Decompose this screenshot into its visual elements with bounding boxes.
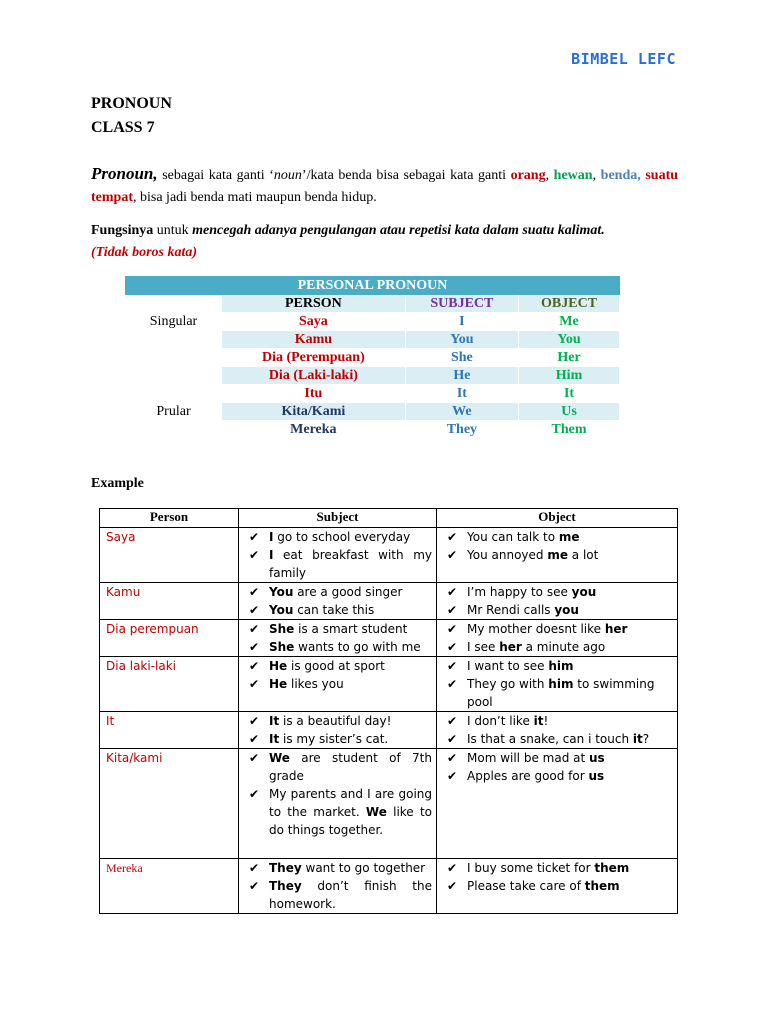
object-text: !	[543, 714, 549, 728]
object-pronoun: him	[548, 659, 574, 673]
example-subject-cell	[239, 657, 437, 712]
example-person-cell: Kamu	[100, 583, 239, 620]
example-subject-cell	[239, 712, 437, 749]
group-label-plural: Prular	[126, 403, 222, 421]
brand-header: BIMBEL LEFC	[571, 50, 676, 68]
subject-text: eat breakfast with my family	[269, 548, 432, 580]
subject-item	[239, 730, 436, 748]
subject-item	[239, 601, 436, 619]
subject-text: wants to go with me	[294, 640, 421, 654]
example-header-object: Object	[437, 509, 678, 528]
intro-text-2: ’/kata benda bisa sebagai kata ganti	[301, 168, 511, 183]
object-text: Mr Rendi calls	[467, 603, 555, 617]
object-list	[437, 749, 677, 785]
intro-comma-1: ,	[545, 168, 554, 183]
check-icon: ✔	[447, 714, 458, 728]
pronoun-subject: It	[405, 385, 518, 403]
example-object-cell	[437, 657, 678, 712]
object-text: Is that a snake, can i touch	[467, 732, 633, 746]
intro-hewan: hewan	[553, 168, 593, 183]
check-icon: ✔	[249, 585, 260, 599]
check-icon: ✔	[447, 659, 458, 673]
subject-pronoun: She	[269, 622, 295, 636]
pronoun-subject: He	[405, 367, 518, 385]
object-text: a minute ago	[521, 640, 606, 654]
example-subject-cell	[239, 620, 437, 657]
check-icon: ✔	[249, 714, 260, 728]
subject-text: likes you	[287, 677, 344, 691]
example-row	[100, 528, 678, 583]
object-text: You can talk to	[467, 530, 559, 544]
subject-pronoun: I	[269, 548, 274, 562]
check-icon: ✔	[447, 879, 458, 893]
subject-item	[239, 620, 436, 638]
example-person-cell: Dia laki-laki	[100, 657, 239, 712]
col-object-header: OBJECT	[519, 295, 620, 313]
subject-pronoun: They	[269, 879, 302, 893]
example-table-body	[100, 528, 678, 914]
subject-item	[239, 546, 436, 582]
subject-text: is good at sport	[287, 659, 385, 673]
object-text: Apples are good for	[467, 769, 589, 783]
subject-item	[239, 712, 436, 730]
subject-list	[239, 583, 436, 619]
subject-text: like to do things together.	[269, 805, 432, 837]
group-cell-empty	[126, 295, 222, 313]
object-item	[437, 601, 677, 619]
subject-item	[239, 785, 436, 839]
intro-orang: orang	[510, 168, 546, 183]
example-subject-cell	[239, 583, 437, 620]
subject-pronoun: He	[269, 677, 288, 691]
col-subject-header: SUBJECT	[405, 295, 518, 313]
pronoun-person: Kamu	[222, 331, 406, 349]
check-icon: ✔	[249, 787, 260, 801]
check-icon: ✔	[249, 659, 260, 673]
example-header-person: Person	[100, 509, 239, 528]
check-icon: ✔	[447, 677, 458, 691]
check-icon: ✔	[447, 530, 458, 544]
object-pronoun: it	[632, 732, 643, 746]
check-icon: ✔	[249, 879, 260, 893]
object-text: Mom will be mad at	[467, 751, 589, 765]
subject-item	[239, 859, 436, 877]
subject-pronoun: We	[365, 805, 387, 819]
function-paragraph	[91, 220, 678, 264]
object-item	[437, 859, 677, 877]
subject-pronoun: You	[269, 585, 294, 599]
col-person-header: PERSON	[222, 295, 406, 313]
object-text: My mother doesnt like	[467, 622, 605, 636]
check-icon: ✔	[249, 622, 260, 636]
object-list	[437, 657, 677, 711]
subject-list	[239, 712, 436, 748]
subject-text: are student of 7th grade	[269, 751, 432, 783]
object-item	[437, 767, 677, 785]
example-subject-cell	[239, 528, 437, 583]
pronoun-person: Dia (Laki-laki)	[222, 367, 406, 385]
subject-pronoun: I	[269, 530, 274, 544]
intro-paragraph	[91, 163, 678, 209]
pronoun-subject: I	[405, 313, 518, 331]
object-pronoun: you	[554, 603, 579, 617]
object-text: I don’t like	[467, 714, 534, 728]
object-list	[437, 583, 677, 619]
object-pronoun: them	[584, 879, 620, 893]
pronoun-person: Itu	[222, 385, 406, 403]
object-list	[437, 859, 677, 895]
check-icon: ✔	[249, 530, 260, 544]
object-pronoun: her	[499, 640, 522, 654]
example-object-cell	[437, 583, 678, 620]
pronoun-subject: You	[405, 331, 518, 349]
object-text: ?	[642, 732, 650, 746]
object-pronoun: her	[604, 622, 628, 636]
pronoun-object: Me	[519, 313, 620, 331]
group-cell-empty	[126, 349, 222, 367]
intro-noun: noun	[273, 168, 302, 183]
example-object-cell	[437, 528, 678, 583]
object-text: Please take care of	[467, 879, 585, 893]
subject-text: is a beautiful day!	[279, 714, 392, 728]
object-item	[437, 528, 677, 546]
subject-text: go to school everyday	[273, 530, 411, 544]
subject-list	[239, 859, 436, 913]
object-pronoun: it	[533, 714, 544, 728]
example-subject-cell	[239, 749, 437, 859]
object-list	[437, 528, 677, 564]
pronoun-person: Saya	[222, 313, 406, 331]
object-pronoun: him	[548, 677, 574, 691]
object-item	[437, 877, 677, 895]
subject-item	[239, 528, 436, 546]
check-icon: ✔	[249, 732, 260, 746]
pronoun-subject: They	[405, 421, 518, 439]
example-object-cell	[437, 749, 678, 859]
object-item	[437, 657, 677, 675]
object-item	[437, 583, 677, 601]
subject-pronoun: It	[269, 732, 280, 746]
subject-text: is a smart student	[294, 622, 408, 636]
function-text-1: untuk	[153, 223, 193, 238]
object-pronoun: them	[594, 861, 630, 875]
example-person-cell: Mereka	[100, 859, 239, 914]
intro-comma-2: ,	[592, 168, 601, 183]
pronoun-object: You	[519, 331, 620, 349]
subject-list	[239, 620, 436, 656]
example-row	[100, 620, 678, 657]
subject-list	[239, 749, 436, 839]
subject-item	[239, 749, 436, 785]
pronoun-object: It	[519, 385, 620, 403]
group-label-singular: Singular	[126, 313, 222, 331]
pronoun-object: Her	[519, 349, 620, 367]
pronoun-object: Them	[519, 421, 620, 439]
intro-benda: benda,	[600, 168, 641, 183]
pronoun-person: Dia (Perempuan)	[222, 349, 406, 367]
personal-table-title: PERSONAL PRONOUN	[126, 277, 620, 295]
example-label: Example	[91, 476, 144, 491]
example-person-cell: Kita/kami	[100, 749, 239, 859]
object-text: I want to see	[467, 659, 549, 673]
subject-pronoun: They	[269, 861, 302, 875]
page-title: PRONOUN	[91, 95, 172, 112]
intro-term: Pronoun,	[91, 164, 158, 183]
subject-text: is my sister’s cat.	[279, 732, 389, 746]
object-pronoun: me	[558, 530, 580, 544]
object-item	[437, 712, 677, 730]
object-text: I see	[467, 640, 500, 654]
check-icon: ✔	[447, 751, 458, 765]
example-person-cell: Dia perempuan	[100, 620, 239, 657]
check-icon: ✔	[447, 585, 458, 599]
object-item	[437, 730, 677, 748]
object-list	[437, 620, 677, 656]
check-icon: ✔	[249, 751, 260, 765]
function-note: (Tidak boros kata)	[91, 245, 198, 260]
example-row	[100, 859, 678, 914]
object-text: a lot	[567, 548, 599, 562]
check-icon: ✔	[447, 861, 458, 875]
example-person-cell: It	[100, 712, 239, 749]
pronoun-subject: She	[405, 349, 518, 367]
object-item	[437, 638, 677, 656]
object-item	[437, 546, 677, 564]
check-icon: ✔	[447, 640, 458, 654]
pronoun-object: Us	[519, 403, 620, 421]
subject-list	[239, 657, 436, 693]
check-icon: ✔	[249, 640, 260, 654]
example-object-cell	[437, 712, 678, 749]
subject-pronoun: He	[269, 659, 288, 673]
example-table	[99, 508, 678, 914]
subject-pronoun: She	[269, 640, 295, 654]
subject-list	[239, 528, 436, 582]
example-row	[100, 712, 678, 749]
subject-item	[239, 877, 436, 913]
example-subject-cell	[239, 859, 437, 914]
subject-item	[239, 583, 436, 601]
check-icon: ✔	[447, 732, 458, 746]
object-pronoun: us	[589, 751, 605, 765]
example-object-cell	[437, 620, 678, 657]
example-row	[100, 657, 678, 712]
object-item	[437, 749, 677, 767]
function-italic: mencegah adanya pengulangan atau repetisi kata dalam suatu kalimat.	[192, 223, 605, 238]
intro-suatu-tempat: suatu tempat	[91, 168, 679, 205]
subject-text: are a good singer	[293, 585, 403, 599]
object-text: They go with	[467, 677, 549, 691]
object-text: I buy some ticket for	[467, 861, 595, 875]
intro-text-3: , bisa jadi benda mati maupun benda hidup.	[133, 190, 377, 205]
group-cell-empty	[126, 367, 222, 385]
object-pronoun: me	[547, 548, 568, 562]
subject-item	[239, 675, 436, 693]
object-list	[437, 712, 677, 748]
group-cell-empty	[126, 421, 222, 439]
pronoun-subject: We	[405, 403, 518, 421]
object-text: to swimming pool	[467, 677, 655, 709]
page-subtitle: CLASS 7	[91, 119, 155, 136]
intro-text-1: sebagai kata ganti ‘	[157, 168, 274, 183]
check-icon: ✔	[447, 603, 458, 617]
function-lead: Fungsinya	[91, 223, 154, 238]
check-icon: ✔	[249, 677, 260, 691]
example-row	[100, 749, 678, 859]
personal-pronoun-table	[125, 276, 620, 439]
object-text: You annoyed	[467, 548, 548, 562]
check-icon: ✔	[447, 622, 458, 636]
subject-item	[239, 657, 436, 675]
group-cell-empty	[126, 331, 222, 349]
object-pronoun: you	[571, 585, 597, 599]
subject-text: My parents and I are going to the market.	[269, 787, 432, 819]
object-item	[437, 620, 677, 638]
subject-pronoun: You	[269, 603, 294, 617]
check-icon: ✔	[249, 548, 260, 562]
example-person-cell: Saya	[100, 528, 239, 583]
subject-pronoun: We	[269, 751, 290, 765]
subject-text: don’t finish the homework.	[269, 879, 432, 911]
subject-text: can take this	[293, 603, 375, 617]
subject-pronoun: It	[269, 714, 280, 728]
subject-text: want to go together	[301, 861, 426, 875]
check-icon: ✔	[447, 769, 458, 783]
object-text: I’m happy to see	[467, 585, 572, 599]
example-object-cell	[437, 859, 678, 914]
subject-item	[239, 638, 436, 656]
check-icon: ✔	[447, 548, 458, 562]
check-icon: ✔	[249, 603, 260, 617]
example-row	[100, 583, 678, 620]
check-icon: ✔	[249, 861, 260, 875]
object-item	[437, 675, 677, 711]
object-pronoun: us	[588, 769, 605, 783]
example-header-subject: Subject	[239, 509, 437, 528]
pronoun-object: Him	[519, 367, 620, 385]
pronoun-person: Mereka	[222, 421, 406, 439]
pronoun-person: Kita/Kami	[222, 403, 406, 421]
group-cell-empty	[126, 385, 222, 403]
